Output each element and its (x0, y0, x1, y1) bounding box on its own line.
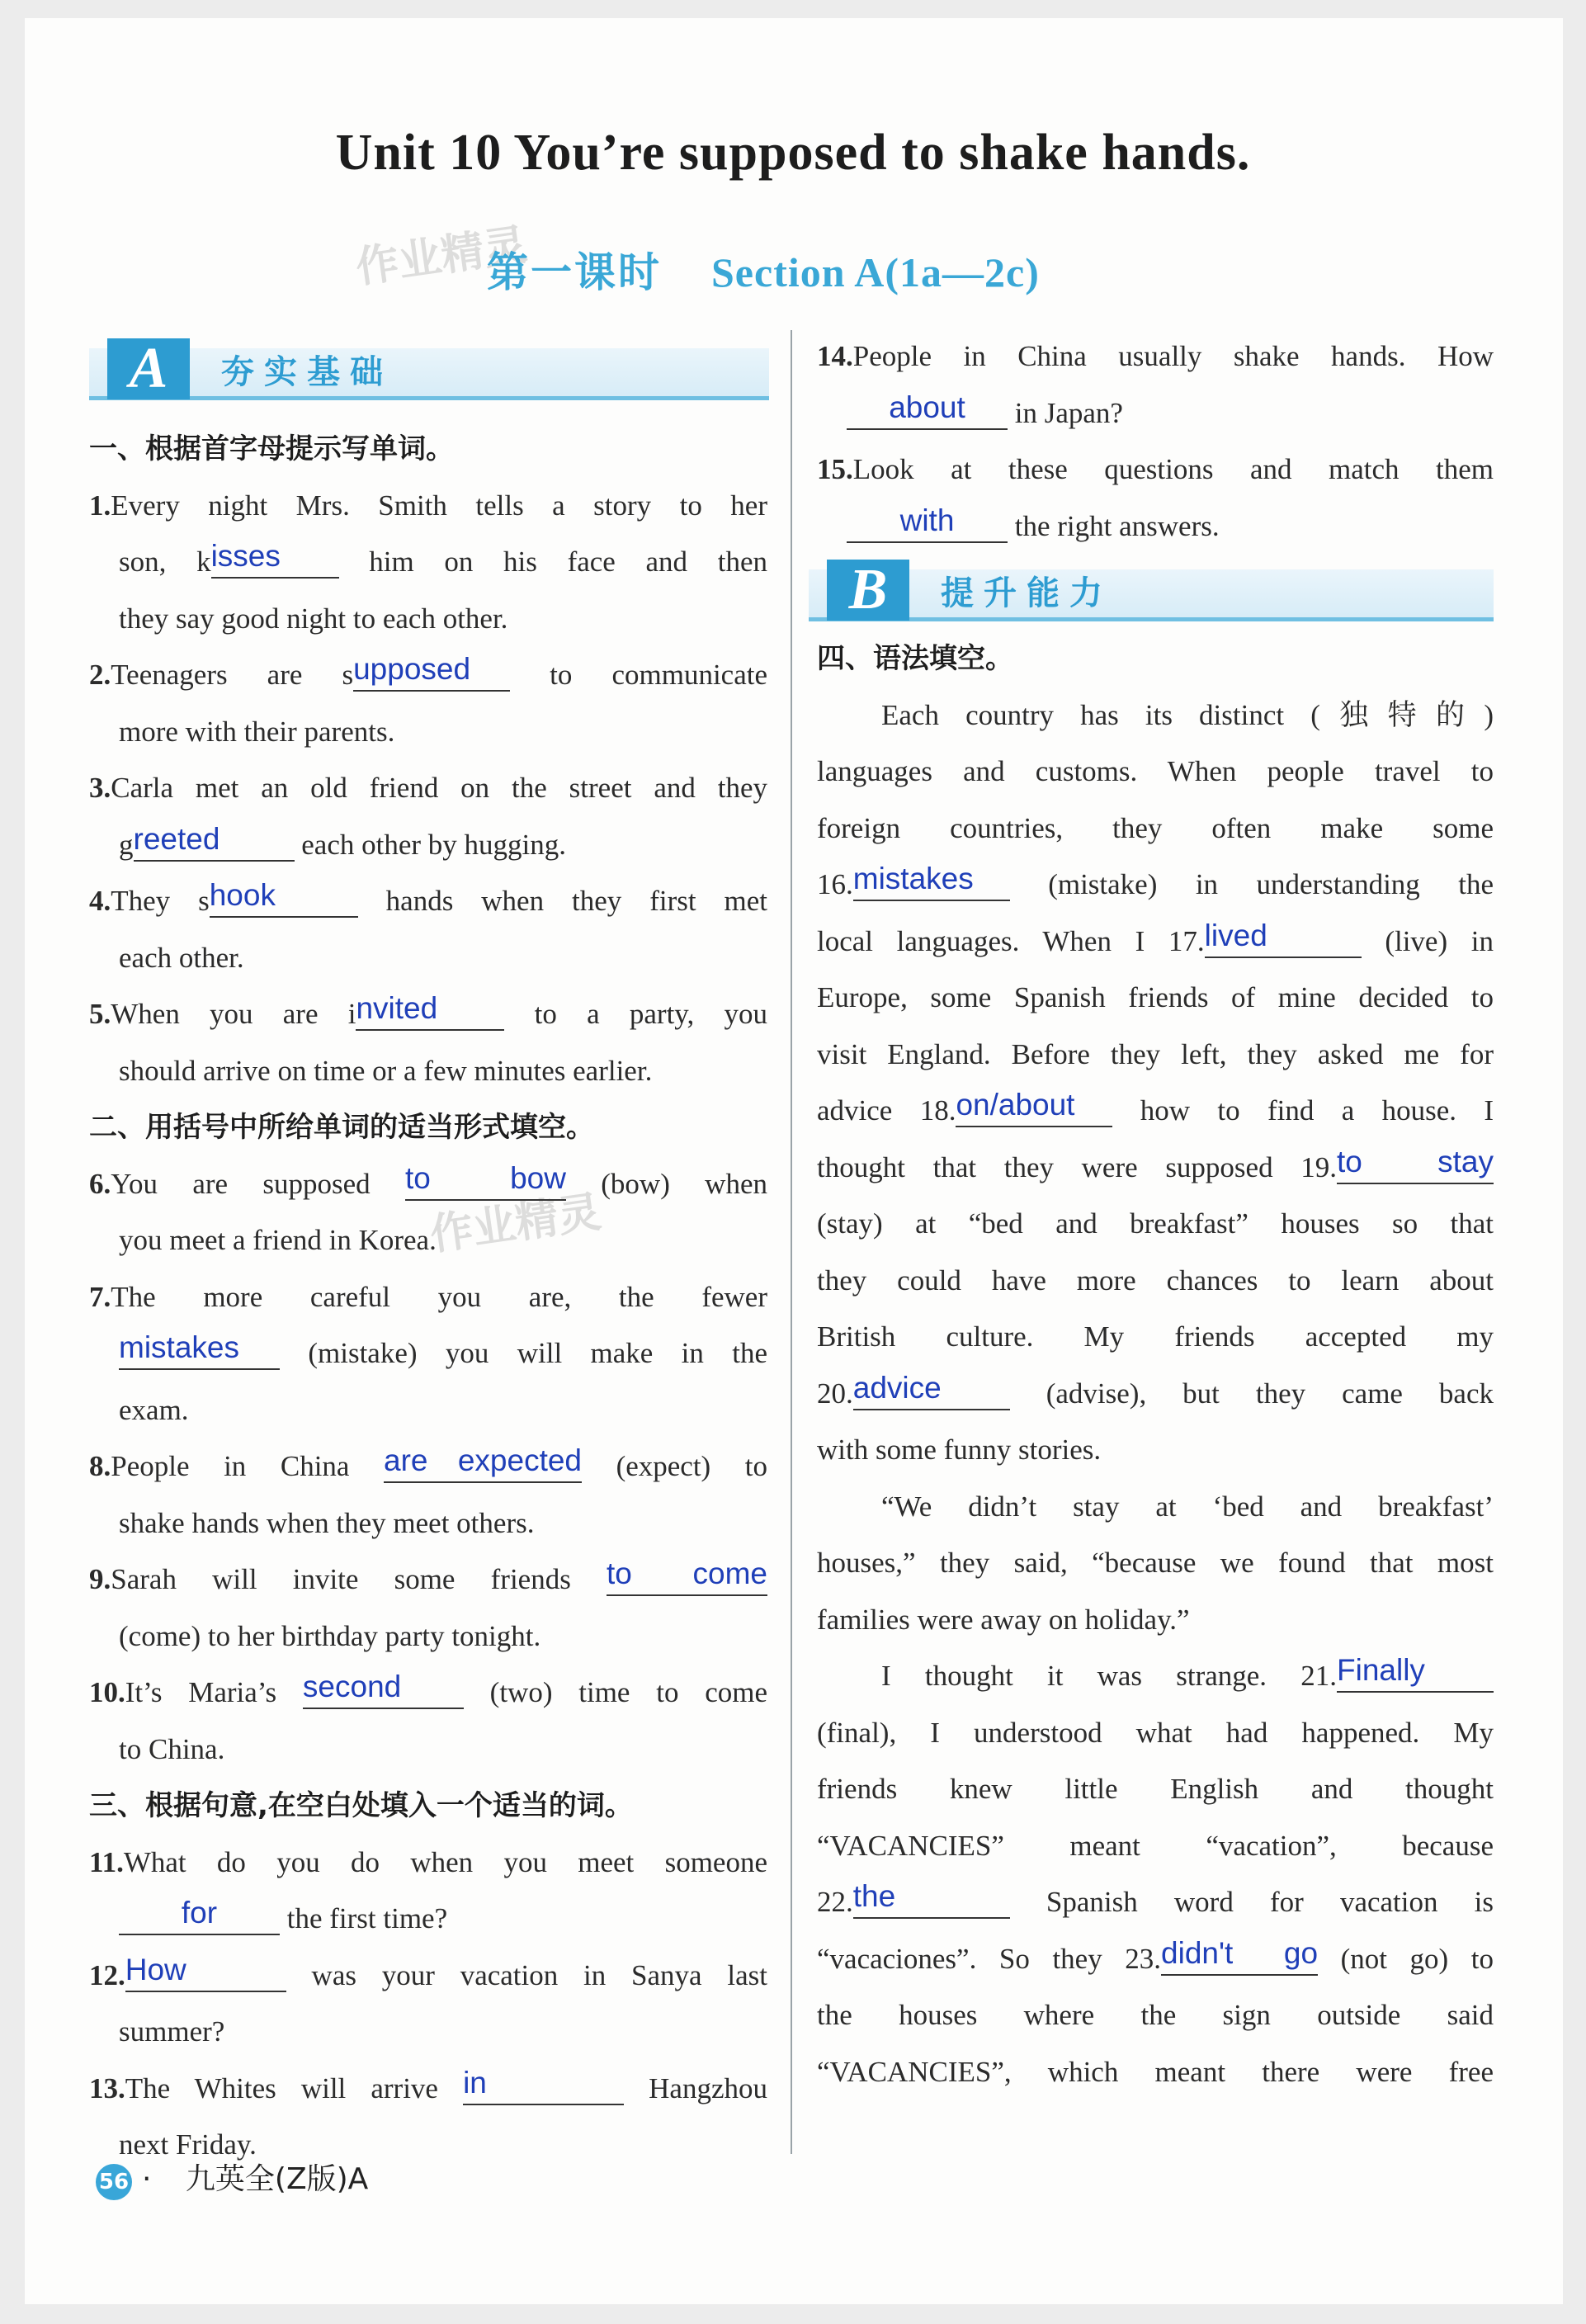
part1-heading: 一、根据首字母提示写单词。 (89, 432, 454, 465)
answer-blank[interactable]: on/about (956, 1084, 1112, 1127)
answer-blank[interactable]: mistakes (853, 858, 1010, 901)
question-3: 3.Carla met an old friend on the street and they greeted each other by hugging. (89, 772, 767, 861)
answer-blank[interactable]: for (119, 1892, 280, 1935)
section-b-banner (809, 560, 1494, 626)
answer-blank[interactable]: to stay (1337, 1141, 1494, 1184)
question-9: 9.Sarah will invite some friends to come (come) to her birthday party tonight. (89, 1552, 767, 1665)
question-5: 5.When you are invited to a party, you should arrive on time or a few minutes earlier. (89, 986, 767, 1099)
lesson-subtitle (487, 239, 1040, 299)
lesson-section: Section A(1a—2c) (711, 249, 1040, 295)
answer-blank[interactable]: isses (211, 536, 339, 579)
part4-heading: 四、语法填空。 (817, 642, 1013, 675)
question-13: 13.The Whites will arrive in Hangzhou next Friday. (89, 2061, 767, 2174)
answer-blank[interactable]: to come (607, 1553, 767, 1596)
unit-title: Unit 10 You’re supposed to shake hands. (335, 125, 1251, 181)
answer-blank[interactable]: reeted (134, 819, 295, 862)
question-12: 12.How was your vacation in Sanya last summer? (89, 1948, 767, 2061)
section-a-banner (89, 338, 769, 404)
left-column (89, 421, 767, 2174)
question-15: 15.Look at these questions and match them with the right answers. (817, 453, 1494, 542)
question-2: 2.Teenagers are supposed to communicate more with their parents. (89, 647, 767, 760)
answer-blank[interactable]: hook (210, 875, 358, 918)
question-11: 11.What do you do when you meet someone for the first time? (89, 1845, 767, 1934)
lesson-label: 第一课时 (487, 248, 662, 296)
footer-dot: · (142, 2162, 152, 2196)
answer-blank[interactable]: mistakes (119, 1327, 280, 1370)
question-8: 8.People in China are expected (expect) to shake hands when they meet others. (89, 1438, 767, 1552)
answer-blank[interactable]: the (853, 1876, 1010, 1919)
section-b-letter: B (827, 560, 909, 621)
question-6: 6.You are supposed to bow (bow) when you meet a friend in Korea. (89, 1156, 767, 1269)
question-7: 7.The more careful you are, the fewer mistakes (mistake) you will make in the exam. (89, 1280, 767, 1426)
column-divider (791, 330, 792, 2154)
answer-blank[interactable]: didn't go (1161, 1933, 1318, 1976)
question-1: 1.Every night Mrs. Smith tells a story to her son, kisses him on his face and then they say good night to each other. (89, 489, 767, 635)
watermark: 作业精灵 (427, 1187, 604, 1261)
answer-blank[interactable]: How (125, 1949, 286, 1992)
answer-blank[interactable]: about (847, 387, 1008, 430)
answer-blank[interactable]: Finally (1337, 1650, 1494, 1693)
answer-blank[interactable]: lived (1205, 915, 1362, 958)
answer-blank[interactable]: advice (853, 1367, 1010, 1410)
part2-heading: 二、用括号中所给单词的适当形式填空。 (89, 1111, 594, 1144)
answer-blank[interactable]: second (303, 1666, 464, 1709)
page-footer (96, 2156, 368, 2200)
question-14: 14.People in China usually shake hands. How about in Japan? (817, 340, 1494, 429)
section-a-letter: A (107, 338, 190, 399)
answer-blank[interactable]: nvited (356, 988, 504, 1031)
section-b-name: 提升能力 (941, 574, 1112, 612)
question-10: 10.It’s Maria’s second (two) time to come to China. (89, 1665, 767, 1778)
watermark: 作业精灵 (352, 220, 530, 294)
passage: Each country has its distinct (独特的) languages and customs. When people travel to foreign countries, they often make some 16.mistakes (mistake) in understanding the local languages. When I 17.lived (live) in Europe, some Spanish friends of mine decided to visit England. Before they left, they asked me for advice 18.on/about how to find a house. I thought that they were supposed 19.to stay (stay) at “bed and breakfast” houses so that they could have more chances to learn about British culture. My friends accepted my 20.advice (advise), but they came back with some funny stories. “We didn’t stay at ‘bed and breakfast’ houses,” they said, “because we found that most families were away on holiday.” I thought it was strange. 21.Finally (final), I understood what had happened. My friends knew little English and thought “VACANCIES” meant “vacation”, because 22.the Spanish word for vacation is “vacaciones”. So they 23.didn't go (not go) to the houses where the sign outside said “VACANCIES”, which meant there were free (817, 698, 1494, 2088)
question-4: 4.They shook hands when they first met each other. (89, 873, 767, 986)
answer-blank[interactable]: upposed (353, 649, 510, 692)
book-title: 九英全(Z版)A (185, 2162, 369, 2196)
right-column (817, 328, 1494, 2100)
section-a-name: 夯实基础 (221, 353, 393, 391)
part3-heading: 三、根据句意,在空白处填入一个适当的词。 (89, 1789, 633, 1822)
page-number: 56 (96, 2164, 132, 2200)
answer-blank[interactable]: are expected (384, 1440, 582, 1483)
answer-blank[interactable]: with (847, 500, 1008, 543)
answer-blank[interactable]: in (463, 2062, 624, 2105)
answer-blank[interactable]: to bow (405, 1158, 566, 1201)
